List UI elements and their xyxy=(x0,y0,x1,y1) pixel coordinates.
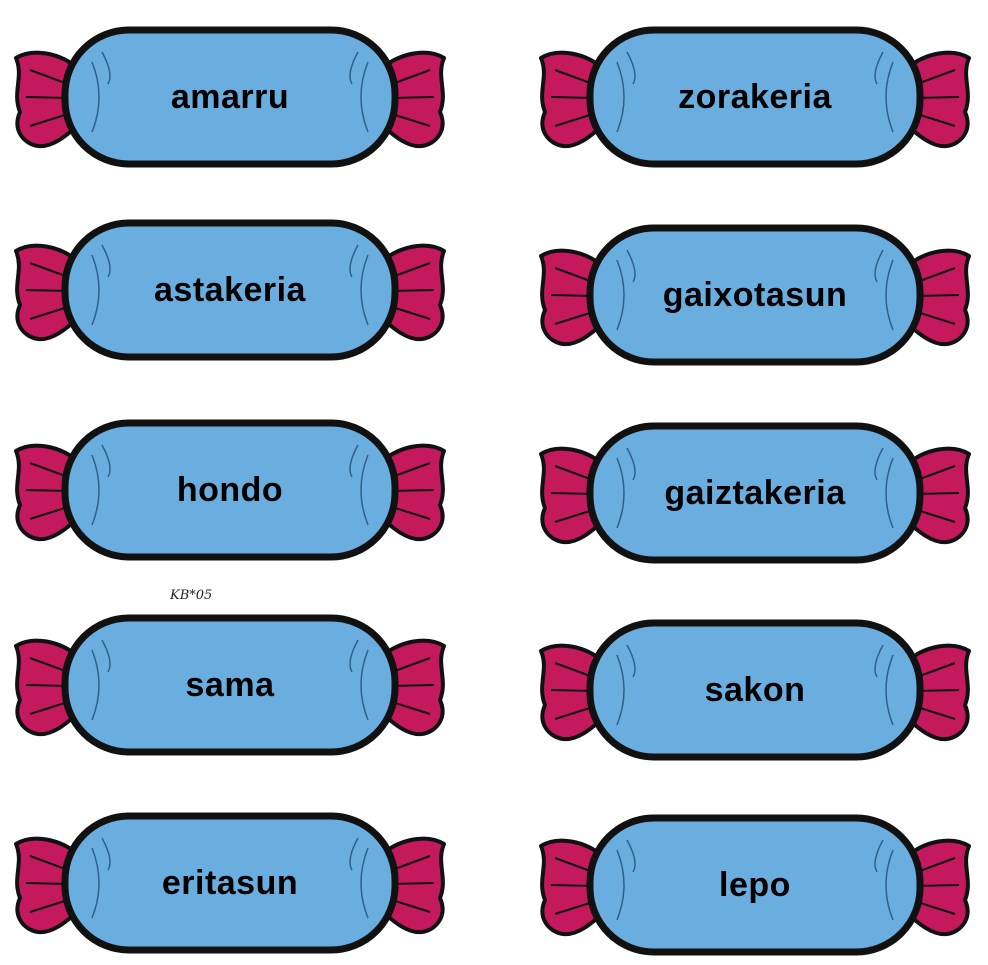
candy-word: astakeria xyxy=(154,270,306,309)
candy-card-amarru xyxy=(10,22,450,172)
candy-word: sama xyxy=(185,665,275,704)
candy-card-gaixotasun xyxy=(535,220,975,370)
candy-card-astakeria xyxy=(10,215,450,365)
candy-word: eritasun xyxy=(161,863,299,902)
artist-signature: KB*05 xyxy=(170,588,213,603)
candy-word: hondo xyxy=(176,470,284,509)
candy-word: amarru xyxy=(170,77,290,116)
candy-word: gaixotasun xyxy=(662,275,848,314)
candy-card-hondo xyxy=(10,415,450,565)
candy-word: gaiztakeria xyxy=(664,473,846,512)
candy-card-eritasun xyxy=(10,808,450,958)
candy-card-sakon xyxy=(535,615,975,765)
candy-card-lepo xyxy=(535,810,975,960)
candy-word: zorakeria xyxy=(678,77,832,116)
candy-word: lepo xyxy=(719,865,791,904)
candy-card-gaiztakeria xyxy=(535,418,975,568)
candy-word: sakon xyxy=(704,670,806,709)
candy-card-zorakeria xyxy=(535,22,975,172)
candy-card-sama xyxy=(10,610,450,760)
